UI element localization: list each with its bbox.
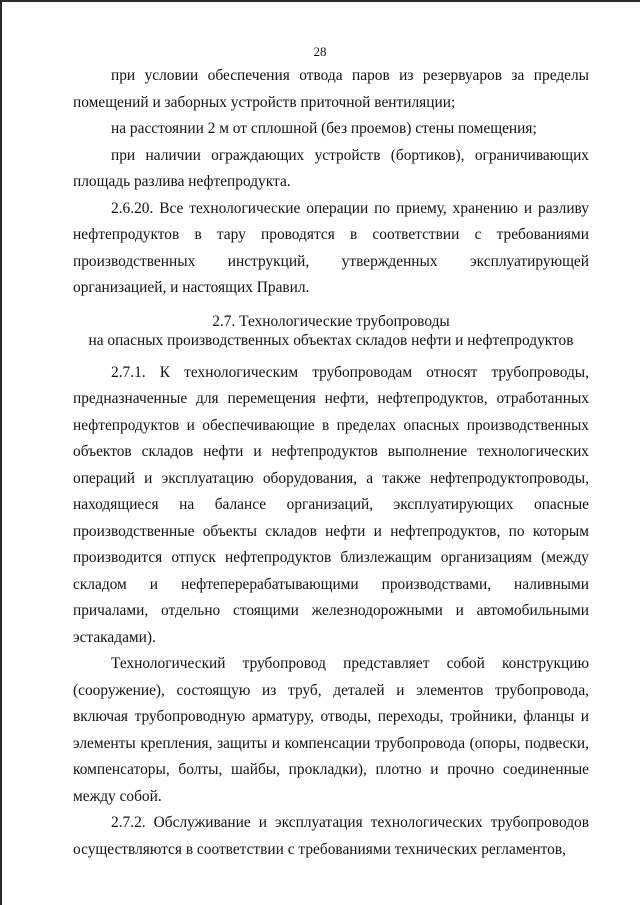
paragraph: 2.6.20. Все технологические операции по приему, хранению и разливу нефтепродуктов в тару проводятся в соответствии с требованиями производственных инструкций, утвержденных эксплуатирующей организацией, и настоящих Правил. — [73, 199, 589, 296]
section-heading-subtitle: на опасных производственных объектах складов нефти и нефтепродуктов — [88, 331, 574, 349]
scan-edge-left — [0, 0, 2, 905]
scan-edge-top — [0, 0, 640, 2]
paragraph: при условии обеспечения отвода паров из резервуаров за пределы помещений и заборных устройств приточной вентиляции; — [73, 67, 589, 111]
paragraph: на расстоянии 2 м от сплошной (без проемов) стены помещения; — [111, 120, 537, 137]
page-number: 28 — [313, 44, 327, 59]
document-body — [73, 63, 589, 863]
paragraph: при наличии ограждающих устройств (бортиков), ограничивающих площадь разлива нефтепродукта. — [73, 146, 589, 190]
paragraph: 2.7.1. К технологическим трубопроводам относят трубопроводы, предназначенные для перемещения нефти, нефтепродуктов, отработанных нефтепродуктов и обеспечивающие в пределах опасных производственных объектов складов нефти и нефтепродуктов выполнение технологических операций и эксплуатацию оборудования, а также нефтепродуктопроводы, находящиеся на балансе организаций, эксплуатирующих опасные производственные объекты складов нефти и нефтепродуктов, по которым производится отпуск нефтепродуктов близлежащим организациям (между складом и нефтеперерабатывающими производствами, наливными причалами, отдельно стоящими железнодорожными и автомобильными эстакадами). — [73, 363, 589, 646]
paragraph: Технологический трубопровод представляет собой конструкцию (сооружение), состоящую из труб, деталей и элементов трубопровода, включая трубопроводную арматуру, отводы, переходы, тройники, фланцы и элементы крепления, защиты и компенсации трубопровода (опоры, подвески, компенсаторы, болты, шайбы, прокладки), плотно и прочно соединенные между собой. — [73, 655, 589, 805]
section-heading — [73, 312, 589, 350]
section-heading-title: 2.7. Технологические трубопроводы — [212, 312, 450, 330]
paragraph: 2.7.2. Обслуживание и эксплуатация технологических трубопроводов осуществляются в соответствии с требованиями технических регламентов, — [73, 814, 589, 858]
